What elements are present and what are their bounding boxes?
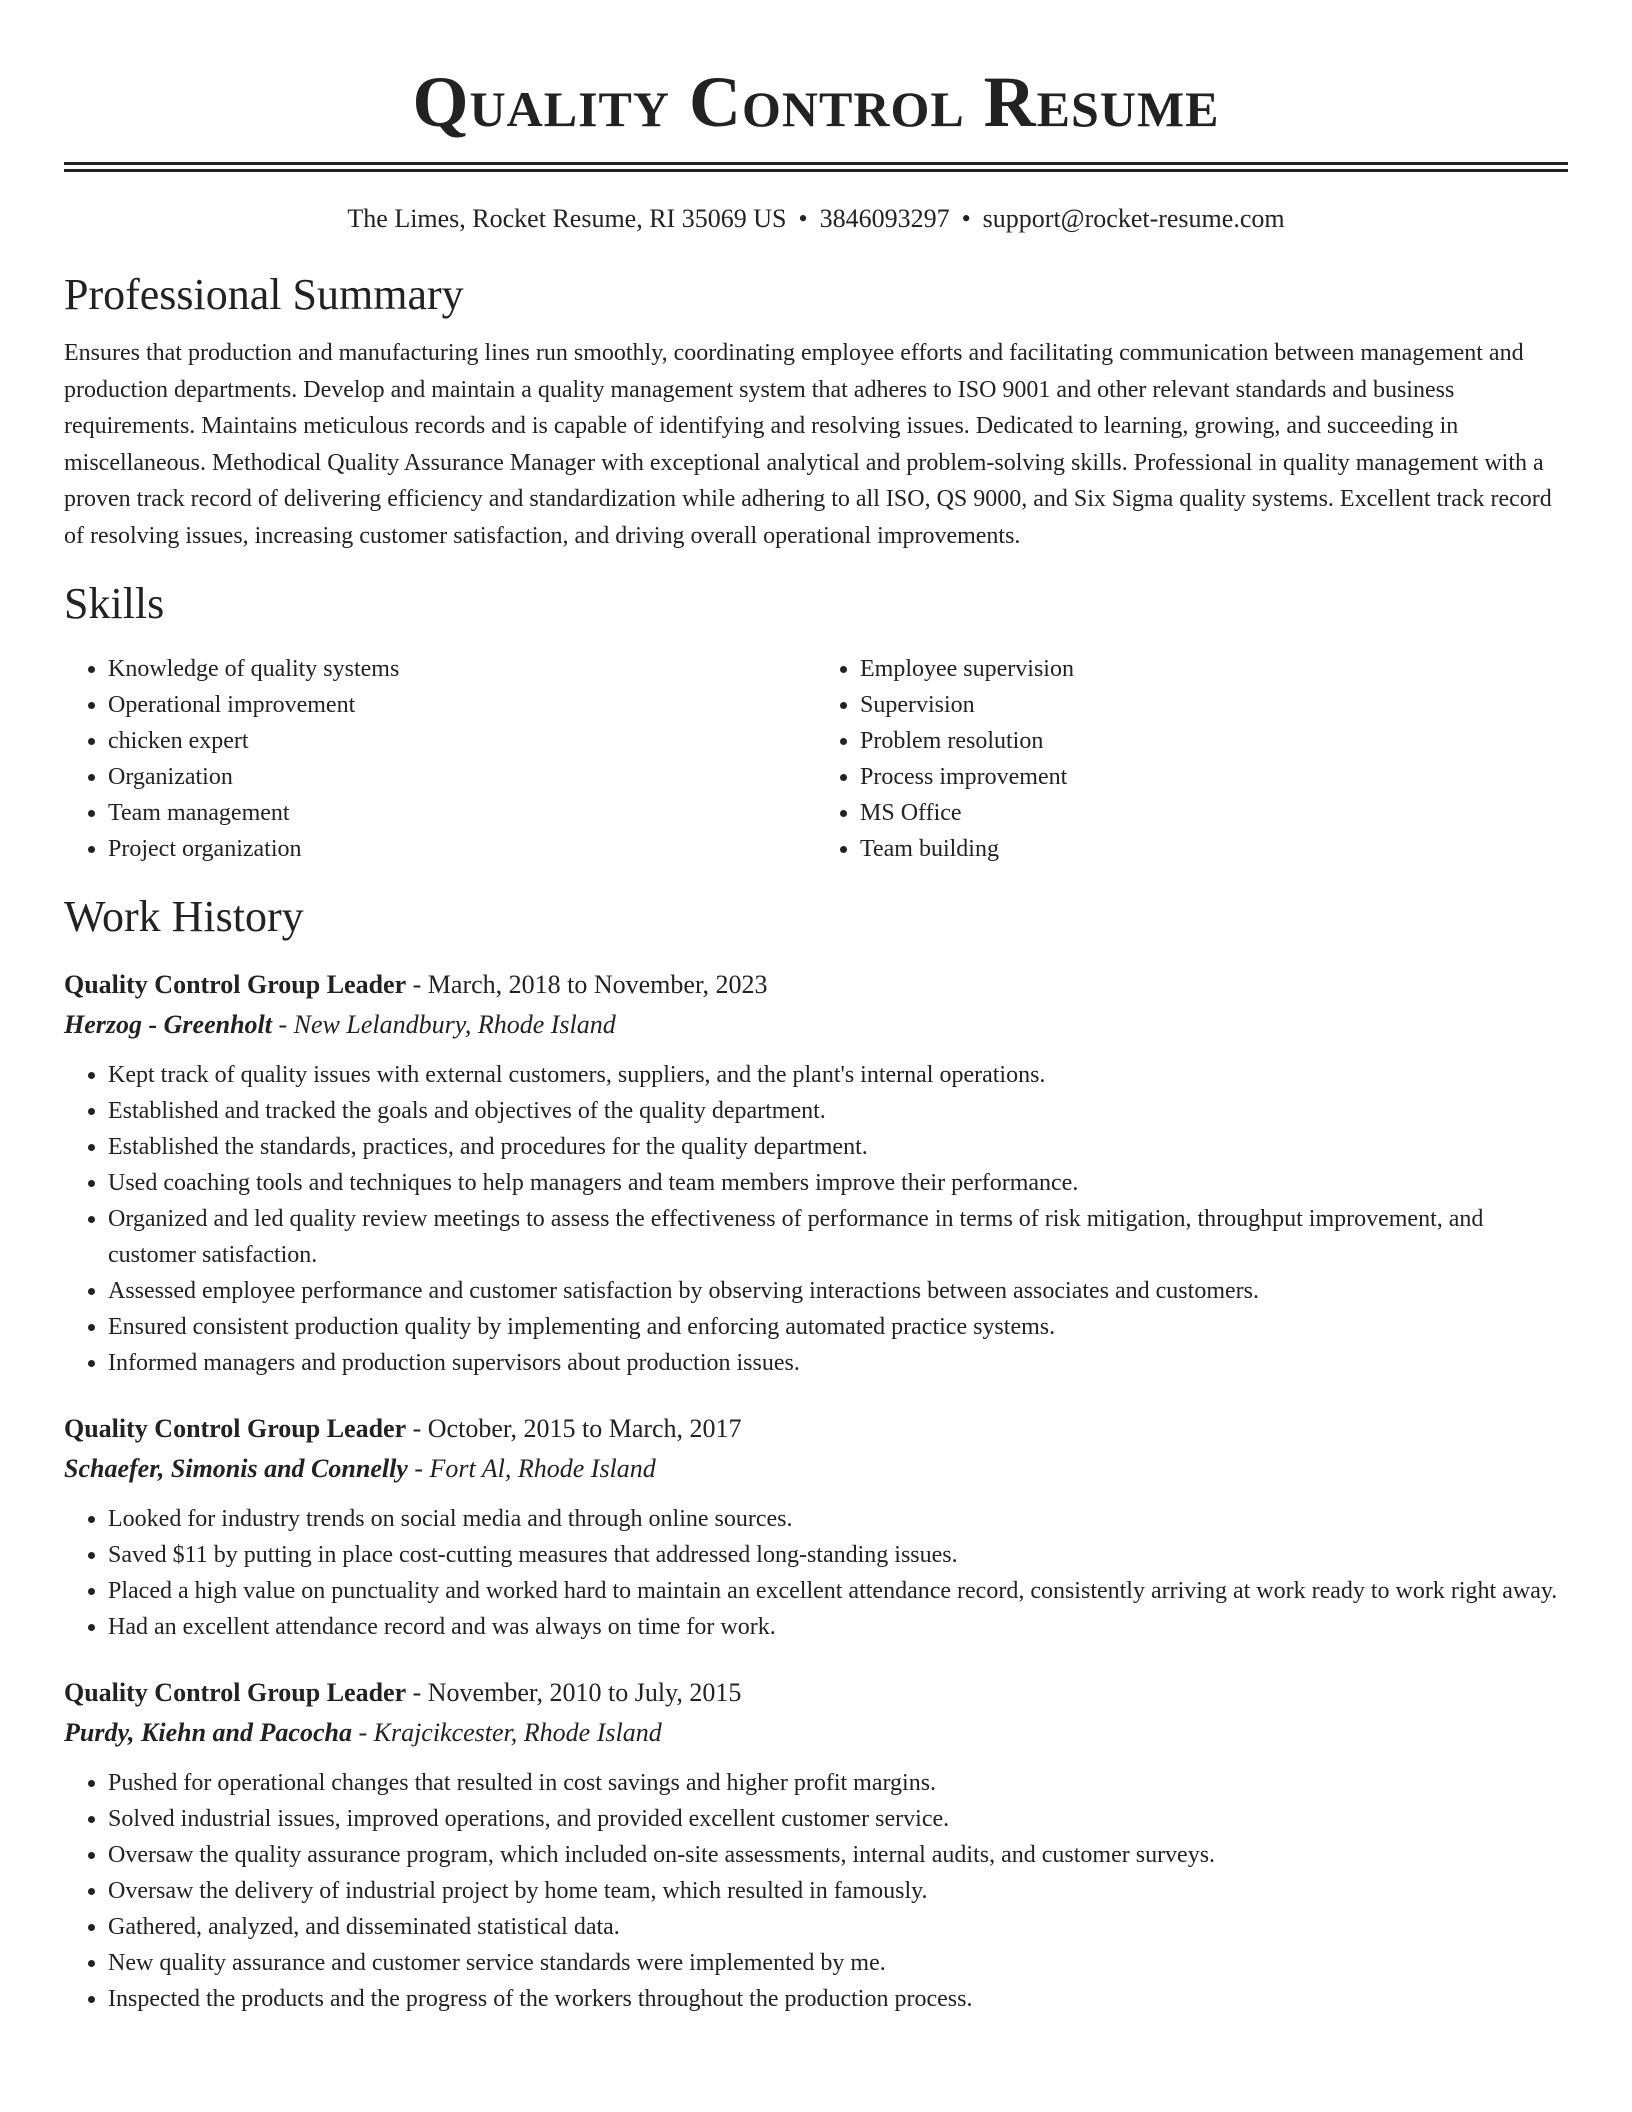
job-location: - New Lelandbury, Rhode Island <box>272 1010 616 1039</box>
job-title: Quality Control Group Leader <box>64 1678 407 1707</box>
job-bullet: • Oversaw the delivery of industrial project by home team, which resulted in famously. <box>108 1873 1568 1909</box>
contact-separator: • <box>961 204 971 233</box>
job-bullet: • Informed managers and production supervisors about production issues. <box>108 1345 1568 1381</box>
title-divider <box>64 162 1568 172</box>
job-bullet: • Inspected the products and the progress of the workers throughout the production process. <box>108 1981 1568 2017</box>
job-bullets <box>64 1057 1568 1381</box>
skill-item: • MS Office <box>860 795 1568 831</box>
job-bullet: • Placed a high value on punctuality and worked hard to maintain an excellent attendance record, consistently arriving at work ready to work right away. <box>108 1573 1568 1609</box>
skill-item: • Organization <box>108 759 816 795</box>
skill-item: • Process improvement <box>860 759 1568 795</box>
job-bullet: • Oversaw the quality assurance program, which included on-site assessments, internal audits, and customer surveys. <box>108 1837 1568 1873</box>
job-dates: - October, 2015 to March, 2017 <box>406 1414 742 1443</box>
job-bullet: • Solved industrial issues, improved operations, and provided excellent customer service. <box>108 1801 1568 1837</box>
skill-item: • Employee supervision <box>860 651 1568 687</box>
work-history-list <box>64 965 1568 2017</box>
contact-phone: 3846093297 <box>819 204 950 233</box>
job-bullet: • Had an excellent attendance record and was always on time for work. <box>108 1609 1568 1645</box>
contact-address: The Limes, Rocket Resume, RI 35069 US <box>347 204 787 233</box>
skill-item: • Team building <box>860 831 1568 867</box>
summary-text: Ensures that production and manufacturing lines run smoothly, coordinating employee efforts and facilitating communication between management and production departments. Develop and maintain a quality management system that adheres to ISO 9001 and other relevant standards and business requirements. Maintains meticulous records and is capable of identifying and resolving issues. Dedicated to learning, growing, and succeeding in miscellaneous. Methodical Quality Assurance Manager with exceptional analytical and problem-solving skills. Professional in quality management with a proven track record of delivering efficiency and standardization while adhering to all ISO, QS 9000, and Six Sigma quality systems. Excellent track record of resolving issues, increasing customer satisfaction, and driving overall operational improvements. <box>64 340 1552 549</box>
skill-item: • Team management <box>108 795 816 831</box>
work-history-heading: Work History <box>64 892 304 941</box>
job-company-line <box>64 1449 1568 1489</box>
job-title-line <box>64 1409 1568 1449</box>
job-company: Schaefer, Simonis and Connelly <box>64 1454 408 1483</box>
job-bullet: • Organized and led quality review meetings to assess the effectiveness of performance in terms of risk mitigation, throughput improvement, and customer satisfaction. <box>108 1201 1568 1273</box>
contact-line <box>64 202 1568 236</box>
contact-separator: • <box>798 204 808 233</box>
job-bullet: • Gathered, analyzed, and disseminated statistical data. <box>108 1909 1568 1945</box>
contact-email: support@rocket-resume.com <box>982 204 1285 233</box>
summary-heading: Professional Summary <box>64 270 464 319</box>
job-dates: - March, 2018 to November, 2023 <box>406 970 768 999</box>
job-bullet: • Established the standards, practices, and procedures for the quality department. <box>108 1129 1568 1165</box>
skills-column-right <box>816 651 1568 867</box>
job-company: Herzog - Greenholt <box>64 1010 272 1039</box>
skill-item: • Operational improvement <box>108 687 816 723</box>
job-bullet: • Assessed employee performance and customer satisfaction by observing interactions between associates and customers. <box>108 1273 1568 1309</box>
job-title-line <box>64 1673 1568 1713</box>
skills-column-left <box>64 651 816 867</box>
job-location: - Fort Al, Rhode Island <box>407 1454 656 1483</box>
job-title: Quality Control Group Leader <box>64 970 407 999</box>
skill-item: • Project organization <box>108 831 816 867</box>
job-bullets <box>64 1501 1568 1645</box>
job-entry <box>64 1673 1568 2017</box>
skills-list <box>64 651 1568 867</box>
job-bullet: • Ensured consistent production quality by implementing and enforcing automated practice systems. <box>108 1309 1568 1345</box>
job-bullet: • Saved $11 by putting in place cost-cutting measures that addressed long-standing issues. <box>108 1537 1568 1573</box>
job-bullet: • Kept track of quality issues with external customers, suppliers, and the plant's internal operations. <box>108 1057 1568 1093</box>
skill-item: • Supervision <box>860 687 1568 723</box>
skill-item: • Knowledge of quality systems <box>108 651 816 687</box>
job-bullet: • Pushed for operational changes that resulted in cost savings and higher profit margins. <box>108 1765 1568 1801</box>
job-entry <box>64 965 1568 1381</box>
job-dates: - November, 2010 to July, 2015 <box>406 1678 742 1707</box>
job-title-line <box>64 965 1568 1005</box>
skills-heading: Skills <box>64 579 165 628</box>
skill-item: • chicken expert <box>108 723 816 759</box>
job-bullet: • Used coaching tools and techniques to help managers and team members improve their performance. <box>108 1165 1568 1201</box>
job-company-line <box>64 1005 1568 1045</box>
skill-item: • Problem resolution <box>860 723 1568 759</box>
job-company: Purdy, Kiehn and Pacocha <box>64 1718 352 1747</box>
job-title: Quality Control Group Leader <box>64 1414 407 1443</box>
job-company-line <box>64 1713 1568 1753</box>
resume-title: Quality Control Resume <box>412 62 1220 142</box>
job-bullet: • New quality assurance and customer service standards were implemented by me. <box>108 1945 1568 1981</box>
job-bullet: • Looked for industry trends on social media and through online sources. <box>108 1501 1568 1537</box>
job-bullet: • Established and tracked the goals and objectives of the quality department. <box>108 1093 1568 1129</box>
job-bullets <box>64 1765 1568 2017</box>
job-location: - Krajcikcester, Rhode Island <box>351 1718 662 1747</box>
job-entry <box>64 1409 1568 1645</box>
